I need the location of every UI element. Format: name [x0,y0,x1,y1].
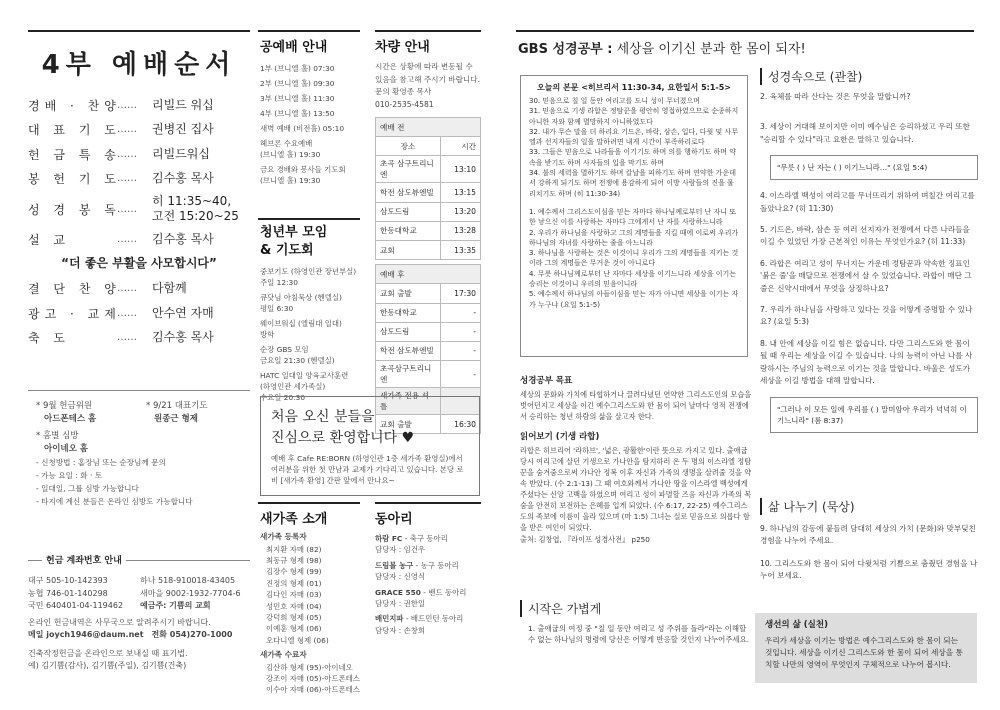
youth-title: 청년부 모임 & 기도회 [260,225,328,258]
order-name: 김수홍 목사 [152,330,214,345]
gbs-header: GBS 성경공부 : 세상을 이기신 분과 한 몸이 되자! [518,42,806,57]
order-row [28,191,250,227]
table-row [376,156,481,183]
youth-item: 웨이브워십 (엘림대 일대) 방학 [260,319,342,339]
table-row [376,303,481,322]
list-item: 김장수 형제 (99) [266,567,322,577]
schedule-item: 3부 (브니엘 홀) 11:30 [260,94,335,103]
order-dots: …… [117,148,137,160]
place-cell: 삼도드림 [376,322,441,341]
order-row [28,167,250,192]
time-cell: - [441,303,481,322]
passage-verse: 5. 예수께서 하나님의 아들이심을 믿는 자가 아니면 세상을 이기는 자가 누구냐 (요일 5:1-5) [529,290,739,309]
order-role: 결 단 찬 양 [28,282,121,297]
top-rule [516,30,974,32]
share-section: 삶 나누기 (묵상) 9. 하나님의 감동에 붙들려 담대히 세상의 가치 (문화)와 맞부딪친 경험을 나누어 주세요. 10. 그리스도와 한 몸이 되어 다윗처럼 기쁨으로 춤췄던 경험을 나누어 보세요. [760,500,978,581]
time-cell: 17:30 [441,284,481,303]
club-item [375,613,481,636]
place-cell: 한동대학교 [376,221,441,240]
notice: 건축작정헌금을 온라인으로 보내실 때 표기법. [28,648,188,658]
club-desc: - 밴드 동아리 [420,587,467,597]
club-lead: 담당자 : 권한일 [375,599,426,609]
clubs-section [375,508,481,640]
time-cell: 13:10 [441,156,481,183]
table-header [376,137,481,156]
table-row [376,341,481,360]
order-role: 경배 · 찬양 [28,98,121,113]
order-row [28,227,250,252]
reg-label: 새가족 등록자 [260,532,307,541]
order-row [28,118,250,143]
order-role: 설 교 [28,232,70,247]
passage-verse: 3. 하나님을 사랑하는 것은 이것이니 우리가 그의 계명들을 지키는 것이라 그의 계명들은 무거운 것이 아니로다 [529,249,739,268]
place-cell: 교회 [376,240,441,259]
table-label-cell: 예배 전 [376,118,481,137]
place-cell: 초곡 삼구트리니엔 [376,156,441,183]
list-item: 진정의 형제 (01) [266,578,322,588]
table-label [376,118,481,137]
clubs-title: 동아리 [375,512,413,527]
rule [258,502,360,504]
order-role: 봉 헌 기 도 [28,172,121,187]
divider [28,390,250,391]
order-dots: …… [117,283,137,295]
club-lead: 담당자 : 임건우 [375,545,426,555]
rule [258,30,360,32]
order-name: 안수연 자매 [152,305,214,320]
schedule-item: 1부 (브니엘 홀) 07:30 [260,64,335,73]
schedule-item: 2부 (브니엘 홀) 09:30 [260,79,335,88]
place-cell: 교회 출발 [376,415,441,434]
order-name: 김수홍 목사 [152,231,214,246]
vehicle-desc: 시간은 상황에 따라 변동될 수 있음을 참고해 주시기 바랍니다. [375,62,481,84]
rule [375,502,481,504]
passage-verse: 30. 믿음으로 칠 일 동안 여리고를 도니 성이 무너졌으며 [529,97,700,105]
order-role: 광고 · 교제 [28,306,121,321]
col-time: 시간 [441,137,481,156]
passage-verse: 32. 내가 무슨 말을 더 하리요 기드온, 바락, 삼손, 입다, 다윗 및 사무엘과 선지자들의 일을 말하려면 내게 시간이 부족하리로다 [529,127,739,147]
time-cell: 13:28 [441,221,481,240]
order-dots: …… [117,124,137,136]
club-name: 하람 FC [375,534,403,543]
rule [375,30,481,32]
welcome-box [260,396,480,496]
time-cell: 13:20 [441,202,481,221]
place-cell: 학전 삼도뷰엔빌 [376,183,441,202]
order-row [28,277,250,302]
vehicle-section [375,36,481,434]
club-lead: 담당자 : 손창희 [375,625,426,635]
list-item: 성민호 자매 (04) [266,601,322,611]
schedule-title: 공예배 안내 [260,40,328,55]
vehicle-phone: 010-2535-4581 [375,99,434,109]
sermon-title: “더 좋은 부활을 사모합시다” [61,255,217,270]
table-row [376,322,481,341]
worship-title: 4부 예배순서 [41,50,237,80]
place-cell: 삼도드림 [376,202,441,221]
table-label [376,265,481,284]
order-row [28,326,250,351]
order-role: 축 도 [28,331,70,346]
order-dots: …… [117,173,137,185]
schedule-item: 새벽 예배 (비전홀) 05:10 [260,124,345,133]
offering-title: 헌금 계좌번호 안내 [42,553,126,566]
account-list: 대구 505-10-142393 하나 518-910018-43405 농협 746-01-140298 새마을 9002-1932-7704-6 국민 640401-04-119462 예금주: 기쁨의 교회 [28,576,241,610]
club-desc: - 축구 동아리 [402,534,448,543]
list-item: 이예훈 형제 (06) [266,624,322,634]
order-row [28,142,250,167]
goal-section: 성경공부 목표 세상의 문화와 가치에 타협하거나 끌려다녔던 연약한 그리스도인의 모습을 벗어던지고 세상을 이긴 예수그리스도와 한 몸이 되어 날마다 영적 전쟁에서 승리하는 청년 하람의 삶을 살고자 한다. 읽어보기 (기생 라합) 라합은 히브리어 '라하브', '넓은, 광활한'이란 뜻으로 가지고 있다. 출애굽 당시 여리고에 살던 기생으로 가나안을 탐지하러 온 두 명의 이스라엘 정탐꾼을 숨겨줌으로써 가나안 정복 이후 자신과 가족의 생명을 살려줄 것을 약속 받았다. (수 2:1-13) 그 때 여호와께서 가나안 땅을 이스라엘 백성에게 주셨다는 신앙 고백을 하였으며 여리고 성이 파멸할 즈음 자신과 가족의 목숨을 안전히 보전하는 은혜를 입게 되었다. (수 6:17, 22-25) 예수그리스도의 족보에 이름이 올라 있으며 (마 1:5) 그녀는 실로 믿음으로 의롭다 함을 받은 여인이 되었다. 출처: 김창엽, 『라이프 성경사전』 p250 [520,376,752,544]
order-row [28,301,250,326]
newfamily-section [260,508,366,696]
schedule-section [260,36,366,190]
time-cell: - [441,361,481,388]
table-row [376,240,481,259]
time-cell: - [441,322,481,341]
vehicle-title: 차량 안내 [375,40,430,55]
grad-label: 새가족 수료자 [260,650,307,660]
list-item: 강조이 자매 (05)-아드폰테스 [266,674,360,684]
time-cell: 13:15 [441,183,481,202]
order-row [28,93,250,118]
order-dots: …… [117,307,137,319]
order-dots: …… [117,332,137,344]
answer-box: "그러나 이 모든 일에 우리를 ( ) 말미암아 우리가 넉넉히 이기느니라" (롬 8:37) [770,397,978,433]
table-row [376,183,481,202]
order-name: 히 11:35~40, 고전 15:20~25 [152,194,239,223]
table-row [376,221,481,240]
place-cell: 초곡삼구트리니엔 [376,361,441,388]
passage-verse: 33. 그들은 믿음으로 나라들을 이기기도 하며 의를 행하기도 하며 약속을 받기도 하며 사자들의 입을 막기도 하며 [529,148,736,167]
notice: 온라인 헌금내역은 사무국으로 알려주시기 바랍니다. [28,617,211,627]
passage-verse: 34. 불의 세력을 멸하기도 하며 칼날을 피하기도 하며 연약한 가운데서 강하게 되기도 하며 전쟁에 용감하게 되어 이방 사람들의 진을 물리치기도 하며 (히 11:30-34) [529,169,736,198]
club-name: GRACE 550 [375,587,421,597]
place-cell: 교회 출발 [376,284,441,303]
club-desc: - 배드민턴 동아리 [403,614,464,624]
list-item: 최지환 자매 (82) [266,544,322,554]
table-row [376,202,481,221]
place-cell: 학전 삼도뷰엔빌 [376,341,441,360]
order-role: 성 경 봉 독 [28,202,121,217]
welcome-line1: 처음 오신 분들을 [271,409,375,425]
contact: 메일 joych1946@daum.net 전화 054)270-1000 [28,630,233,639]
notice: 예) 김기쁨(감사), 김기쁨(주일), 김기쁨(건축) [28,661,187,670]
rule [258,218,360,220]
life-box: 생선의 삶 (실천) 우리가 세상을 이기는 방법은 예수그리스도와 한 몸이 되는 것입니다. 세상을 이기신 그리스도와 한 몸이 되어 세상을 통치할 나만의 영역이 무엇인지 구체적으로 나누어 봅시다. [755,613,977,683]
list-item: 김산하 형제 (95)-아이네오 [266,662,353,672]
youth-item: 순장 GBS 모임 금요일 21:30 (헨델실) [260,345,335,365]
welcome-line2: 진심으로 환영합니다 ♥ [271,430,415,446]
observe-section: 성경속으로 (관찰) 2. 육체를 따라 산다는 것은 무엇을 말합니까? 3. 세상이 거대해 보이지만 이미 예수님은 승리하셨고 우리 또한 "승리할 수 있다"라고 요한은 말하고 있습니다. "무릇 ( ) 난 자는 ( ) 이기느니라…" (요일 5:4) 4. 이스라엘 백성이 여리고를 무너뜨리기 위하여 며칠간 여리고를 돌았나요? (히 11:30) 5. 기드온, 바락, 삼손 등 여러 선지자가 전쟁에서 다른 나라들을 이길 수 있었던 가장 근본적인 이유는 무엇인가요? (히 11:33) 6. 라합은 여리고 성이 무너지는 가운데 정탐꾼과 약속한 징표인 '붉은 줄'을 매달므로 전쟁에서 살 수 있었습니다. 라합이 매단 그 줄은 신약시대에서 무엇을 상징하나요? 7. 우리가 하나님을 사랑하고 있다는 것을 어떻게 증명할 수 있나요? (요일 5:3) 8. 내 안에 세상을 이길 힘은 없습니다. 다만 그리스도와 한 몸이 될 때 우리는 세상을 이길 수 있습니다. 나의 능력이 아닌 나를 사랑하시는 주님의 능력으로 이기는 것을 말합니다. 바울은 성도가 세상을 이길 방법을 대해 말합니다. "그러나 이 모든 일에 우리를 ( ) 말미암아 우리가 넉넉히 이기느니라" (롬 8:37) [760,68,978,368]
order-name: 리빌드 워십 [152,97,214,112]
youth-item: HATC 일대일 양육교사훈련 (하영인관 세가족실) 수요일 20:30 [260,371,349,402]
offering-section [28,556,250,673]
answer-box: "무릇 ( ) 난 자는 ( ) 이기느니라…" (요일 5:4) [770,155,978,180]
passage-verse: 4. 무릇 하나님께로부터 난 자마다 세상을 이기느니라 세상을 이기는 승리는 이것이니 우리의 믿음이니라 [529,269,737,289]
passage-box: 오늘의 본문 <히브리서 11:30-34, 요한일서 5:1-5> 30. 믿음으로 칠 일 동안 여리고를 도니 성이 무너졌으며 31. 믿음으로 기생 라합은 정탐꾼을 평안히 영접하였으므로 순종하지 아니한 자와 함께 멸망하지 아니하였도다 32. 내가 무슨 말을 더 하리요 기드온, 바락, 삼손, 입다, 다윗 및 사무엘과 선지자들의 일을 말하려면 내게 시간이 부족하리로다 33. 그들은 믿음으로 나라들을 이기기도 하며 의를 행하기도 하며 약속을 받기도 하며 사자들의 입을 막기도 하며 34. 불의 세력을 멸하기도 하며 칼날을 피하기도 하며 연약한 가운데서 강하게 되기도 하며 전쟁에 용감하게 되어 이방 사람들의 진을 물리치기도 하며 (히 11:30-34) 1. 예수께서 그리스도이심을 믿는 자마다 하나님께로부터 난 자니 또한 낳으신 이를 사랑하는 자마다 그에게서 난 자를 사랑하느니라 2. 우리가 하나님을 사랑하고 그의 계명들을 지킬 때에 이로써 우리가 하나님의 자녀를 사랑하는 줄을 아느니라 3. 하나님을 사랑하는 것은 이것이니 우리가 그의 계명들을 지키는 것이라 그의 계명들은 무거운 것이 아니로다 4. 무릇 하나님께로부터 난 자마다 세상을 이기느니라 세상을 이기는 승리는 이것이니 우리의 믿음이니라 5. 예수께서 하나님의 아들이심을 믿는 자가 아니면 세상을 이기는 자가 누구냐 (요일 5:1-5) [520,75,748,357]
order-dots: …… [117,99,137,111]
club-item [375,560,481,583]
before-table [375,117,481,260]
col-place: 장소 [376,137,441,156]
club-lead: 담당자 : 신영식 [375,572,426,582]
passage-verse: 1. 예수께서 그리스도이심을 믿는 자마다 하나님께로부터 난 자니 또한 낳으신 이를 사랑하는 자마다 그에게서 난 자를 사랑하느니라 [529,207,737,227]
youth-item: 중보기도 (하영인관 장년부실) 주일 12:30 [260,267,357,287]
newfamily-title: 새가족 소개 [260,512,328,527]
place-cell: 새가족 전용 셔틀 [376,388,441,415]
youth-section [260,224,366,407]
club-name: 배민지파 [375,614,404,624]
order-role: 대 표 기 도 [28,123,121,138]
order-dots: …… [117,233,137,245]
order-name: 다함께 [152,281,187,296]
schedule-item: 4부 (브니엘 홀) 13:50 [260,109,335,118]
place-cell: 한동대학교 [376,303,441,322]
time-cell: 16:30 [441,415,481,434]
table-row [376,361,481,388]
list-item: 김다인 자매 (03) [266,590,322,600]
schedule-item: 헤브론 수요예배 (브니엘 홀) 19:30 [260,139,321,159]
list-item: 최동규 형제 (98) [266,555,322,565]
time-cell: 13:35 [441,240,481,259]
schedule-item: 금요 경배와 봉사들 기도회 (브니엘 홀) 19:30 [260,165,346,185]
start-section: 시작은 가볍게 1. 출애굽의 여정 중 "칠 일 동안 여리고 성 주위를 돌라"라는 이해할 수 없는 하나님의 명령에 당신은 어떻게 반응할 것인지 나누어주세요. [520,600,752,645]
youth-item: 큐닷님 아침묵상 (헨델실) 평일 6:30 [260,293,342,313]
club-item [375,587,481,610]
list-item: 이수아 자매 (06)-아드폰테스 [266,685,360,695]
time-cell: - [441,341,481,360]
list-item: 강덕희 형제 (05) [266,612,322,622]
table-label-cell: 예배 후 [376,265,481,284]
club-item [375,533,481,556]
list-item: 오다니엘 형제 (06) [266,635,329,645]
passage-verse: 31. 믿음으로 기생 라합은 정탐꾼을 평안히 영접하였으므로 순종하지 아니한 자와 함께 멸망하지 아니하였도다 [529,107,739,126]
passage-verse: 2. 우리가 하나님을 사랑하고 그의 계명들을 지킬 때에 이로써 우리가 하나님의 자녀를 사랑하는 줄을 아느니라 [529,228,739,247]
vehicle-contact: 문의 황영종 목사 [375,87,432,96]
order-dots: …… [117,203,137,215]
club-name: 드림볼 농구 [375,560,414,570]
order-name: 권병진 집사 [152,122,214,137]
club-desc: - 농구 동아리 [413,560,459,570]
table-row [376,284,481,303]
order-name: 리빌드워십 [152,146,210,161]
order-name: 김수홍 목사 [152,171,214,186]
welcome-body: 예배 후 Cafe RE:BORN (하영인관 1층 세가족 환영실)에서 여러분을 위한 첫 만남과 교제가 기다리고 있습니다. 본당 로비 [새가족 환영] 간판 앞에서 만나요~ [271,454,464,485]
worship-notes: * 9월 헌금위원 아드폰테스 홈 * 9/21 대표기도 원종근 형제 * 홈별 심방 아이네오 홈 - 신청방법 : 홈장님 또는 순장님께 문의 - 가능 요일 : 화 · 토 - 일대일, 그룹 심방 가능합니다 - 타지에 계신 분들은 온라인 심방도 가능합니다 [36,401,208,506]
worship-order [28,32,250,350]
order-role: 헌 금 특 송 [28,147,121,162]
